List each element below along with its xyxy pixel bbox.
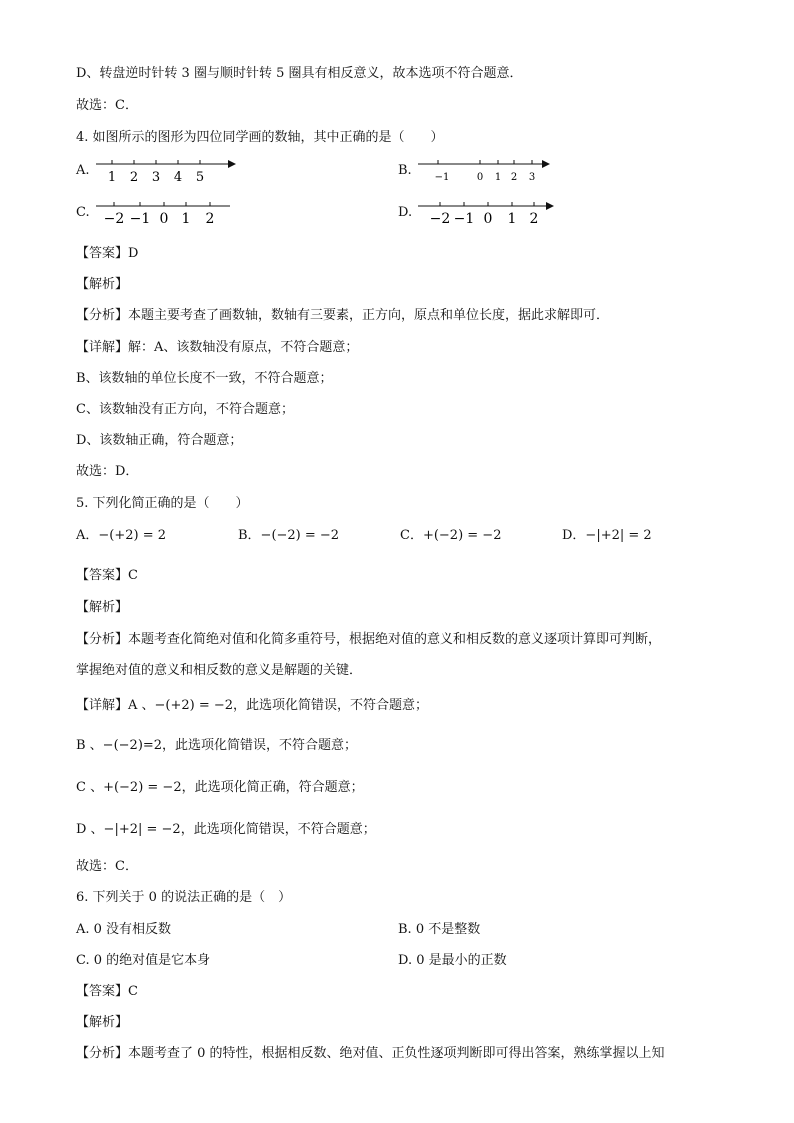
q4-option-d-axis <box>418 196 563 230</box>
q4-detail-2: B、该数轴的单位长度不一致，不符合题意； <box>76 371 333 386</box>
q6-analysis-title: 【解析】 <box>76 1015 129 1030</box>
q3-option-d: D、转盘逆时针转 3 圈与顺时针转 5 圈具有相反意义，故本选项不符合题意． <box>76 66 523 81</box>
q4-answer: 【答案】D <box>76 246 139 261</box>
q6-option-b: B. 0 不是整数 <box>398 922 481 937</box>
q4-option-d-label: D. <box>398 205 413 220</box>
tick-label: 0 <box>159 211 169 227</box>
q4-analysis-title: 【解析】 <box>76 277 129 292</box>
tick-label: 2 <box>510 172 518 183</box>
tick-label: −2 <box>429 211 451 227</box>
q6-analysis: 【分析】本题考查了 0 的特性，根据相反数、绝对值、正负性逐项判断即可得出答案，熟练掌握以上知 <box>76 1046 665 1061</box>
q4-detail-1: 【详解】解：A、该数轴没有原点，不符合题意； <box>76 340 359 355</box>
q5-analysis-1: 【分析】本题考查化简绝对值和化简多重符号，根据绝对值的意义和相反数的意义逐项计算即可判断， <box>76 632 662 647</box>
q4-option-b-label: B. <box>398 163 412 178</box>
q5-option-b: B．−(−2) = −2 <box>238 528 340 543</box>
q4-option-c-label: C. <box>76 205 90 220</box>
q5-detail-4: D 、−|+2| = −2，此选项化简错误，不符合题意； <box>76 822 376 837</box>
q4-option-a-axis <box>96 154 246 188</box>
q6-option-c: C. 0 的绝对值是它本身 <box>76 953 211 968</box>
tick-label: −2 <box>103 211 125 227</box>
tick-label: 1 <box>494 172 502 183</box>
tick-label: 0 <box>476 172 484 183</box>
q4-option-a-label: A. <box>76 163 90 178</box>
tick-label: 2 <box>529 211 539 227</box>
q5-option-c: C．+(−2) = −2 <box>400 528 502 543</box>
q6-stem: 6. 下列关于 0 的说法正确的是（ ） <box>76 890 292 905</box>
tick-label: 0 <box>483 211 493 227</box>
q5-choice: 故选：C． <box>76 859 138 874</box>
q5-detail-2: B 、−(−2)=2，此选项化简错误，不符合题意； <box>76 738 358 753</box>
q3-choice: 故选：C． <box>76 98 138 113</box>
q5-option-a: A．−(+2) = 2 <box>76 528 167 543</box>
q6-option-d: D. 0 是最小的正数 <box>398 953 507 968</box>
tick-label: 3 <box>528 172 536 183</box>
q5-analysis-2: 掌握绝对值的意义和相反数的意义是解题的关键． <box>76 663 363 678</box>
q4-detail-3: C、该数轴没有正方向，不符合题意； <box>76 402 294 417</box>
tick-label: 4 <box>173 170 183 185</box>
q4-detail-4: D、该数轴正确，符合题意； <box>76 433 243 448</box>
q5-detail-1: 【详解】A 、−(+2) = −2，此选项化简错误，不符合题意； <box>76 698 429 713</box>
q5-answer: 【答案】C <box>76 568 138 583</box>
tick-label: 1 <box>507 211 517 227</box>
tick-label: 3 <box>151 170 161 185</box>
q4-stem: 4. 如图所示的图形为四位同学画的数轴，其中正确的是（ ） <box>76 130 444 145</box>
q6-answer: 【答案】C <box>76 984 138 999</box>
q5-stem: 5. 下列化简正确的是（ ） <box>76 496 249 511</box>
tick-label: −1 <box>434 172 450 183</box>
tick-label: 2 <box>129 170 139 185</box>
q4-choice: 故选：D． <box>76 464 139 479</box>
q4-analysis: 【分析】本题主要考查了画数轴，数轴有三要素，正方向，原点和单位长度，据此求解即可． <box>76 308 610 323</box>
q4-option-c-axis <box>96 196 236 230</box>
q5-detail-3: C 、+(−2) = −2，此选项化简正确，符合题意； <box>76 780 364 795</box>
tick-label: 1 <box>107 170 117 185</box>
tick-label: −1 <box>129 211 151 227</box>
q4-option-b-axis <box>418 154 558 188</box>
q5-option-d: D．−|+2| = 2 <box>562 528 652 543</box>
tick-label: −1 <box>453 211 475 227</box>
tick-label: 5 <box>195 170 205 185</box>
q5-analysis-title: 【解析】 <box>76 600 129 615</box>
q6-option-a: A. 0 没有相反数 <box>76 922 172 937</box>
tick-label: 1 <box>181 211 191 227</box>
tick-label: 2 <box>205 211 215 227</box>
